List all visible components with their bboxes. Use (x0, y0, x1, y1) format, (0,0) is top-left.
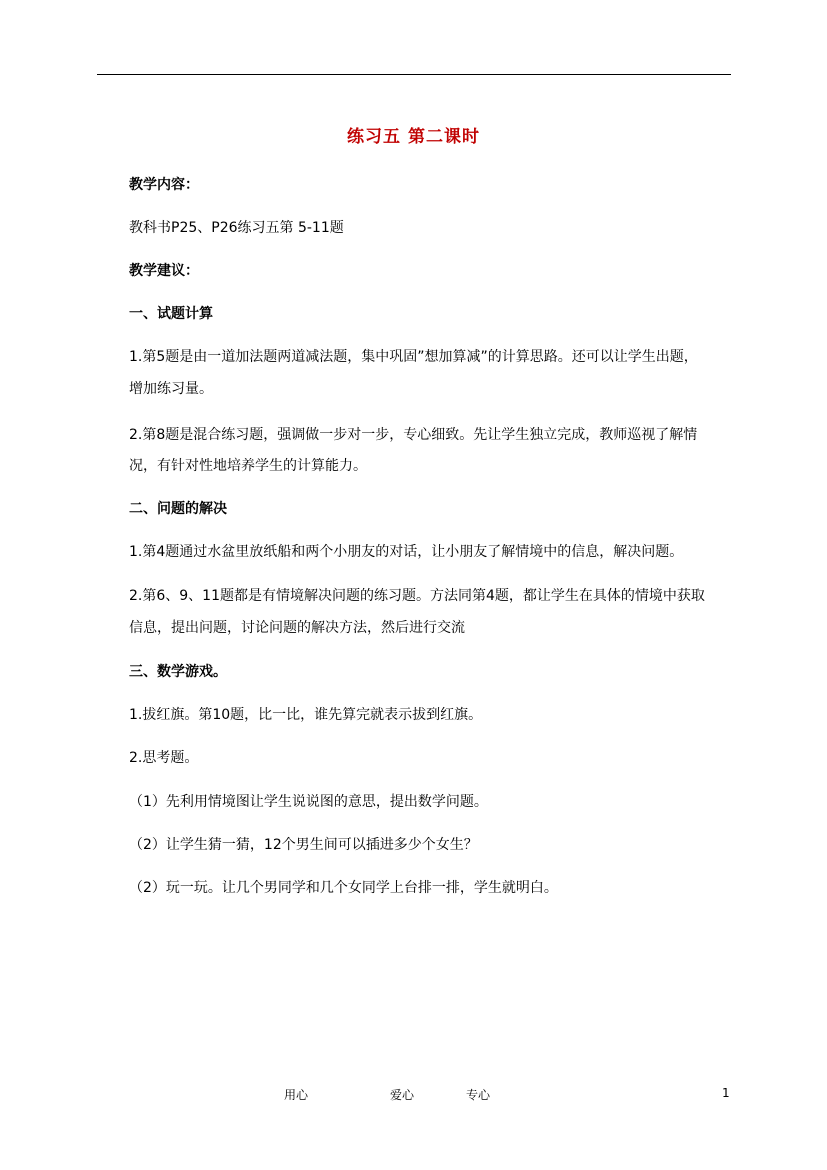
body-text: （1）先利用情境图让学生说说图的意思，提出数学问题。 (129, 794, 488, 810)
section-heading-content: 教学内容： (129, 177, 199, 193)
body-text: 信息，提出问题，讨论问题的解决方法，然后进行交流 (129, 620, 465, 636)
document-title: 练习五 第二课时 (347, 127, 480, 147)
body-text: 1.第4题通过水盆里放纸船和两个小朋友的对话，让小朋友了解情境中的信息，解决问题。 (129, 544, 684, 560)
footer-item: 专心 (466, 1088, 491, 1102)
header-rule (97, 74, 731, 75)
page-number: 1 (722, 1086, 730, 1100)
section-heading-suggestions: 教学建议： (129, 263, 199, 279)
body-text: （2）玩一玩。让几个男同学和几个女同学上台排一排，学生就明白。 (129, 880, 558, 896)
section-heading-2: 二、问题的解决 (129, 501, 227, 517)
body-text: 1.第5题是由一道加法题两道减法题，集中巩固”想加算减”的计算思路。还可以让学生出题， (129, 349, 698, 365)
body-text: 增加练习量。 (129, 381, 213, 397)
section-heading-1: 一、试题计算 (129, 306, 213, 322)
body-text: 2.第6、9、11题都是有情境解决问题的练习题。方法同第4题，都让学生在具体的情境中获取 (129, 588, 705, 604)
body-text: （2）让学生猜一猜，12个男生间可以插进多少个女生？ (129, 837, 478, 853)
body-text: 2.思考题。 (129, 750, 199, 766)
body-text: 教科书P25、P26练习五第 5-11题 (129, 220, 344, 236)
body-text: 1.拔红旗。第10题，比一比，谁先算完就表示拔到红旗。 (129, 707, 483, 723)
footer-item: 用心 (284, 1088, 309, 1102)
body-text: 2.第8题是混合练习题，强调做一步对一步，专心细致。先让学生独立完成，教师巡视了解情 (129, 427, 698, 443)
footer-item: 爱心 (390, 1088, 415, 1102)
body-text: 况，有针对性地培养学生的计算能力。 (129, 458, 367, 474)
section-heading-3: 三、数学游戏。 (129, 664, 227, 680)
